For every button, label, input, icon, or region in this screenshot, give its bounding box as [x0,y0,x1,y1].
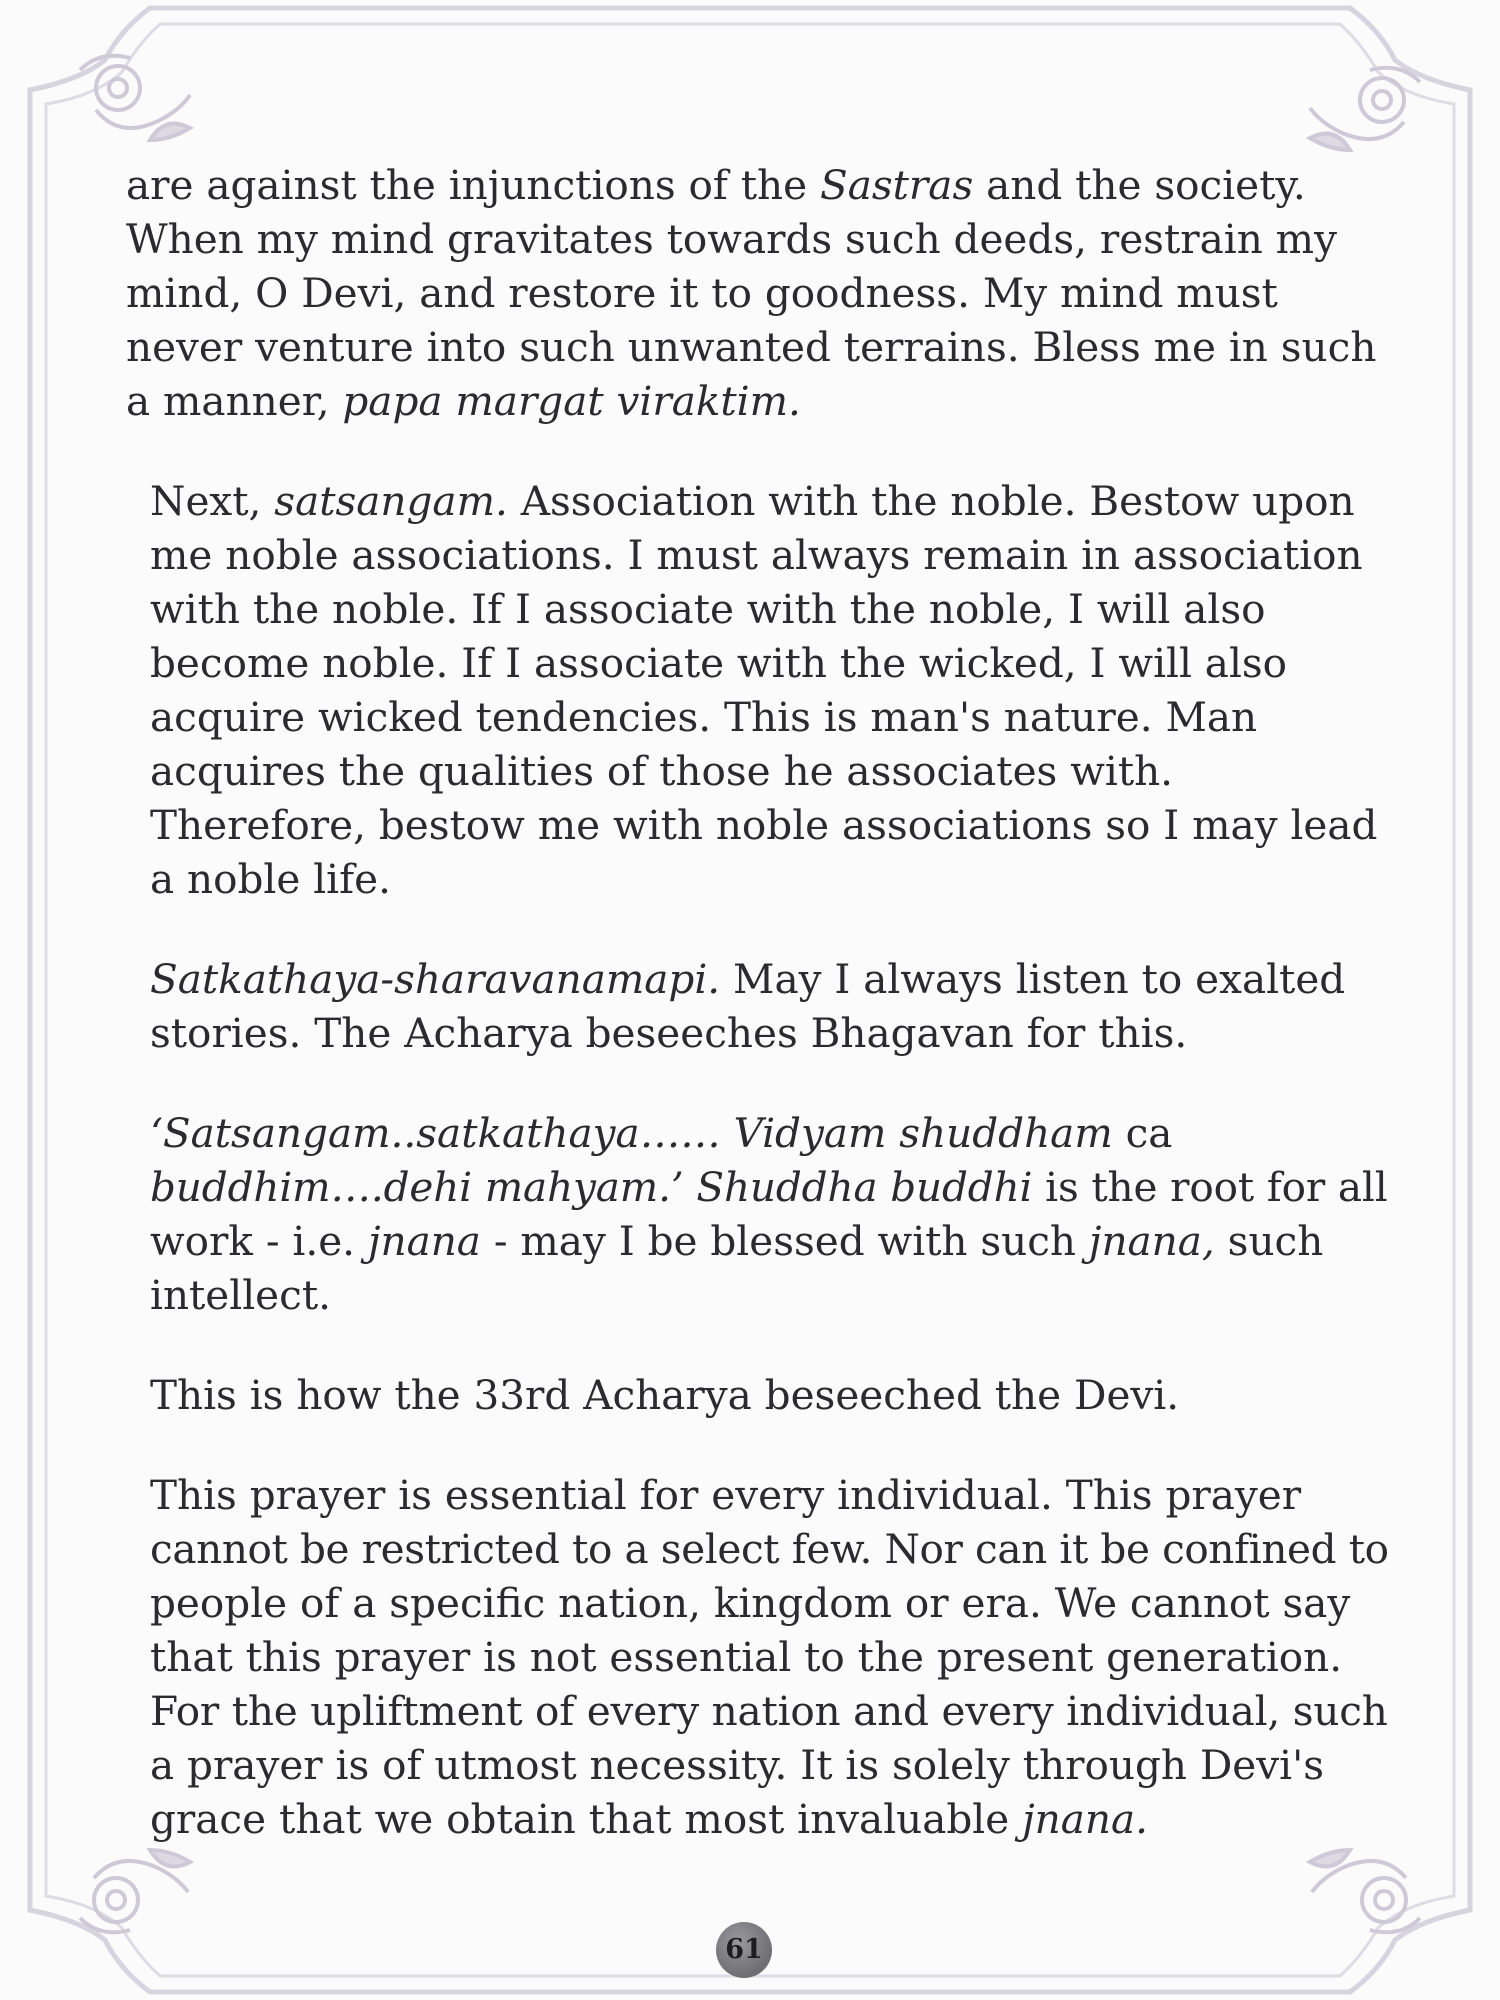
text-line [150,636,1388,690]
text-line [150,952,1388,1006]
italic-term: ‘Satsangam..satkathaya…… Vidyam shuddham [150,1109,1113,1157]
text-run: - may I be blessed with such [480,1217,1089,1265]
text-line [150,690,1388,744]
text-line [150,1106,1388,1160]
text-run: such [1214,1217,1324,1265]
text-line [150,852,1388,906]
text-run: When my mind gravitates towards such deeds, restrain my [126,215,1337,263]
text-run: stories. The Acharya beseeches Bhagavan for this. [150,1009,1188,1057]
paragraph [126,1368,1388,1422]
text-run: mind, O Devi, and restore it to goodness. My mind must [126,269,1278,317]
text-run: is the root for all [1032,1163,1388,1211]
text-line [150,1792,1388,1846]
text-run: that this prayer is not essential to the present generation. [150,1633,1343,1681]
text-run: a prayer is of utmost necessity. It is solely through Devi's [150,1741,1325,1789]
text-run: people of a specific nation, kingdom or era. We cannot say [150,1579,1351,1627]
text-line [150,1006,1388,1060]
italic-term: Satkathaya-sharavanamapi. [150,955,721,1003]
text-line [150,1684,1388,1738]
text-run: grace that we obtain that most invaluable [150,1795,1023,1843]
text-run: with the noble. If I associate with the noble, I will also [150,585,1266,633]
text-run: For the upliftment of every nation and every individual, such [150,1687,1388,1735]
paragraph [126,1106,1388,1322]
text-run: Therefore, bestow me with noble associations so I may lead [150,801,1378,849]
text-run: This prayer is essential for every individual. This prayer [150,1471,1302,1519]
text-run: This is how the 33rd Acharya beseeched the Devi. [150,1371,1180,1419]
page-number-badge: 61 [716,1922,772,1978]
text-run: ca [1112,1109,1173,1157]
text-run: acquires the qualities of those he associates with. [150,747,1174,795]
text-line [150,1468,1388,1522]
text-run: acquire wicked tendencies. This is man's nature. Man [150,693,1258,741]
page-body-text [126,158,1388,1892]
italic-term: Sastras [819,161,974,209]
text-run: intellect. [150,1271,331,1319]
text-line [150,1522,1388,1576]
italic-term: buddhim….dehi mahyam.’ Shuddha buddhi [150,1163,1033,1211]
text-line [126,212,1388,266]
text-run: Next, [150,477,275,525]
text-run: work - i.e. [150,1217,368,1265]
text-line [126,266,1388,320]
text-line [150,744,1388,798]
text-line [150,1576,1388,1630]
text-run: May I always listen to exalted [720,955,1346,1003]
text-run: me noble associations. I must always remain in association [150,531,1363,579]
text-line [126,374,1388,428]
text-line [150,474,1388,528]
italic-term: jnana, [1088,1217,1215,1265]
italic-term: jnana. [1022,1795,1148,1843]
text-line [150,1268,1388,1322]
text-run: cannot be restricted to a select few. Nor can it be confined to [150,1525,1389,1573]
text-run: become noble. If I associate with the wicked, I will also [150,639,1288,687]
italic-term: satsangam. [274,477,508,525]
text-line [150,798,1388,852]
text-line [150,1630,1388,1684]
text-run: a manner, [126,377,343,425]
text-line [150,1368,1388,1422]
paragraph [126,1468,1388,1846]
text-line [150,1214,1388,1268]
text-run: are against the injunctions of the [126,161,820,209]
text-line [150,582,1388,636]
paragraph [126,952,1388,1060]
text-line [126,320,1388,374]
text-run: a noble life. [150,855,391,903]
italic-term: papa margat viraktim. [342,377,801,425]
text-line [150,528,1388,582]
paragraph [126,474,1388,906]
corner-ornament-top-right [1310,68,1420,150]
italic-term: jnana [367,1217,481,1265]
paragraph [126,158,1388,428]
text-line [126,158,1388,212]
text-run: Association with the noble. Bestow upon [507,477,1355,525]
text-line [150,1738,1388,1792]
text-line [150,1160,1388,1214]
text-run: and the society. [973,161,1306,209]
text-run: never venture into such unwanted terrains. Bless me in such [126,323,1377,371]
